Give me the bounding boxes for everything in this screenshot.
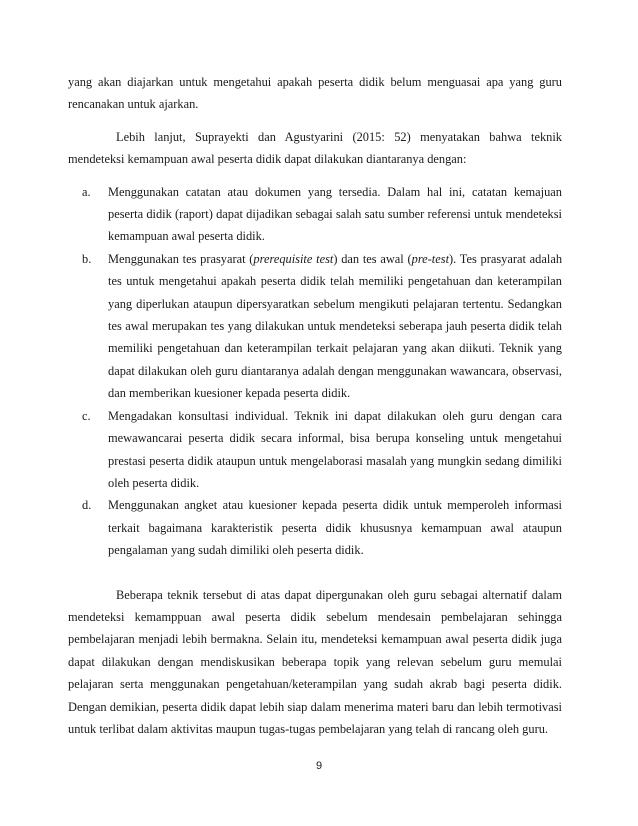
paragraph-intro: Lebih lanjut, Suprayekti dan Agustyarini (2015: 52) menyatakan bahwa teknik mendeteksi kemampuan awal peserta didik dapat dilakukan diantaranya dengan:: [68, 129, 562, 167]
list-item-text-part: Menggunakan tes prasyarat (: [108, 251, 254, 266]
list-item: [82, 405, 562, 495]
list-item: [82, 494, 562, 561]
list-item-text-part: ). Tes prasyarat adalah tes untuk mengetahui apakah peserta didik telah memiliki pengetahuan dan keterampilan yang diperlukan ataupun dipersyaratkan sebelum mengikuti pelajaran tertentu. Sedangkan tes awal merupakan tes yang dilakukan untuk mendeteksi seberapa jauh peserta didik telah memiliki pengetahuan dan keterampilan terkait pelajaran yang akan diikuti. Teknik yang dapat dilakukan oleh guru diantaranya adalah dengan menggunakan wawancara, observasi, dan memberikan kuesioner kepada peserta didik.: [108, 251, 563, 401]
italic-term: pre-test: [411, 251, 450, 266]
paragraph-conclusion: Beberapa teknik tersebut di atas dapat dipergunakan oleh guru sebagai alternatif dalam mendeteksi kemamppuan awal peserta didik sebelum mendesain pembelajaran sehingga pembelajaran menjadi lebih bermakna. Selain itu, mendeteksi kemampuan awal peserta didik juga dapat dilakukan dengan mendiskusikan beberapa topik yang relevan sebelum guru memulai pelajaran serta menggunakan pengetahuan/keterampilan yang sudah akrab bagi peserta didik. Dengan demikian, peserta didik dapat lebih siap dalam menerima materi baru dan lebih termotivasi untuk terlibat dalam aktivitas maupun tugas-tugas pembelajaran yang telah di rancang oleh guru.: [68, 587, 562, 736]
italic-term: prerequisite test: [253, 251, 334, 266]
list-item: [82, 181, 562, 248]
page-number: 9: [315, 760, 323, 772]
list-marker: a.: [82, 184, 91, 199]
list-item-text: Mengadakan konsultasi individual. Teknik ini dapat dilakukan oleh guru dengan cara mewawancarai peserta didik secara informal, bisa berupa konseling untuk mengetahui prestasi peserta didik ataupun untuk mengelaborasi masalah yang mungkin sedang dimiliki oleh peserta didik.: [108, 408, 562, 490]
list-item-text-part: ) dan tes awal (: [333, 251, 412, 266]
list-marker: b.: [82, 251, 92, 266]
list-item-text: Menggunakan angket atau kuesioner kepada peserta didik untuk memperoleh informasi terkait bagaimana karakteristik peserta didik khususnya kemampuan awal ataupun pengalaman yang sudah dimiliki oleh peserta didik.: [108, 498, 562, 558]
list-marker: d.: [82, 498, 92, 513]
list-item-text: Menggunakan catatan atau dokumen yang tersedia. Dalam hal ini, catatan kemajuan peserta didik (raport) dapat dijadikan sebagai salah satu sumber referensi untuk mendeteksi kemampuan awal peserta didik.: [108, 184, 562, 244]
list-item-text: [108, 252, 562, 400]
page-body: [68, 71, 562, 740]
paragraph-continuation: yang akan diajarkan untuk mengetahui apakah peserta didik belum menguasai apa yang guru rencanakan untuk ajarkan.: [68, 75, 562, 112]
technique-list: [68, 181, 562, 562]
list-marker: c.: [82, 408, 91, 423]
list-item: [82, 248, 562, 405]
